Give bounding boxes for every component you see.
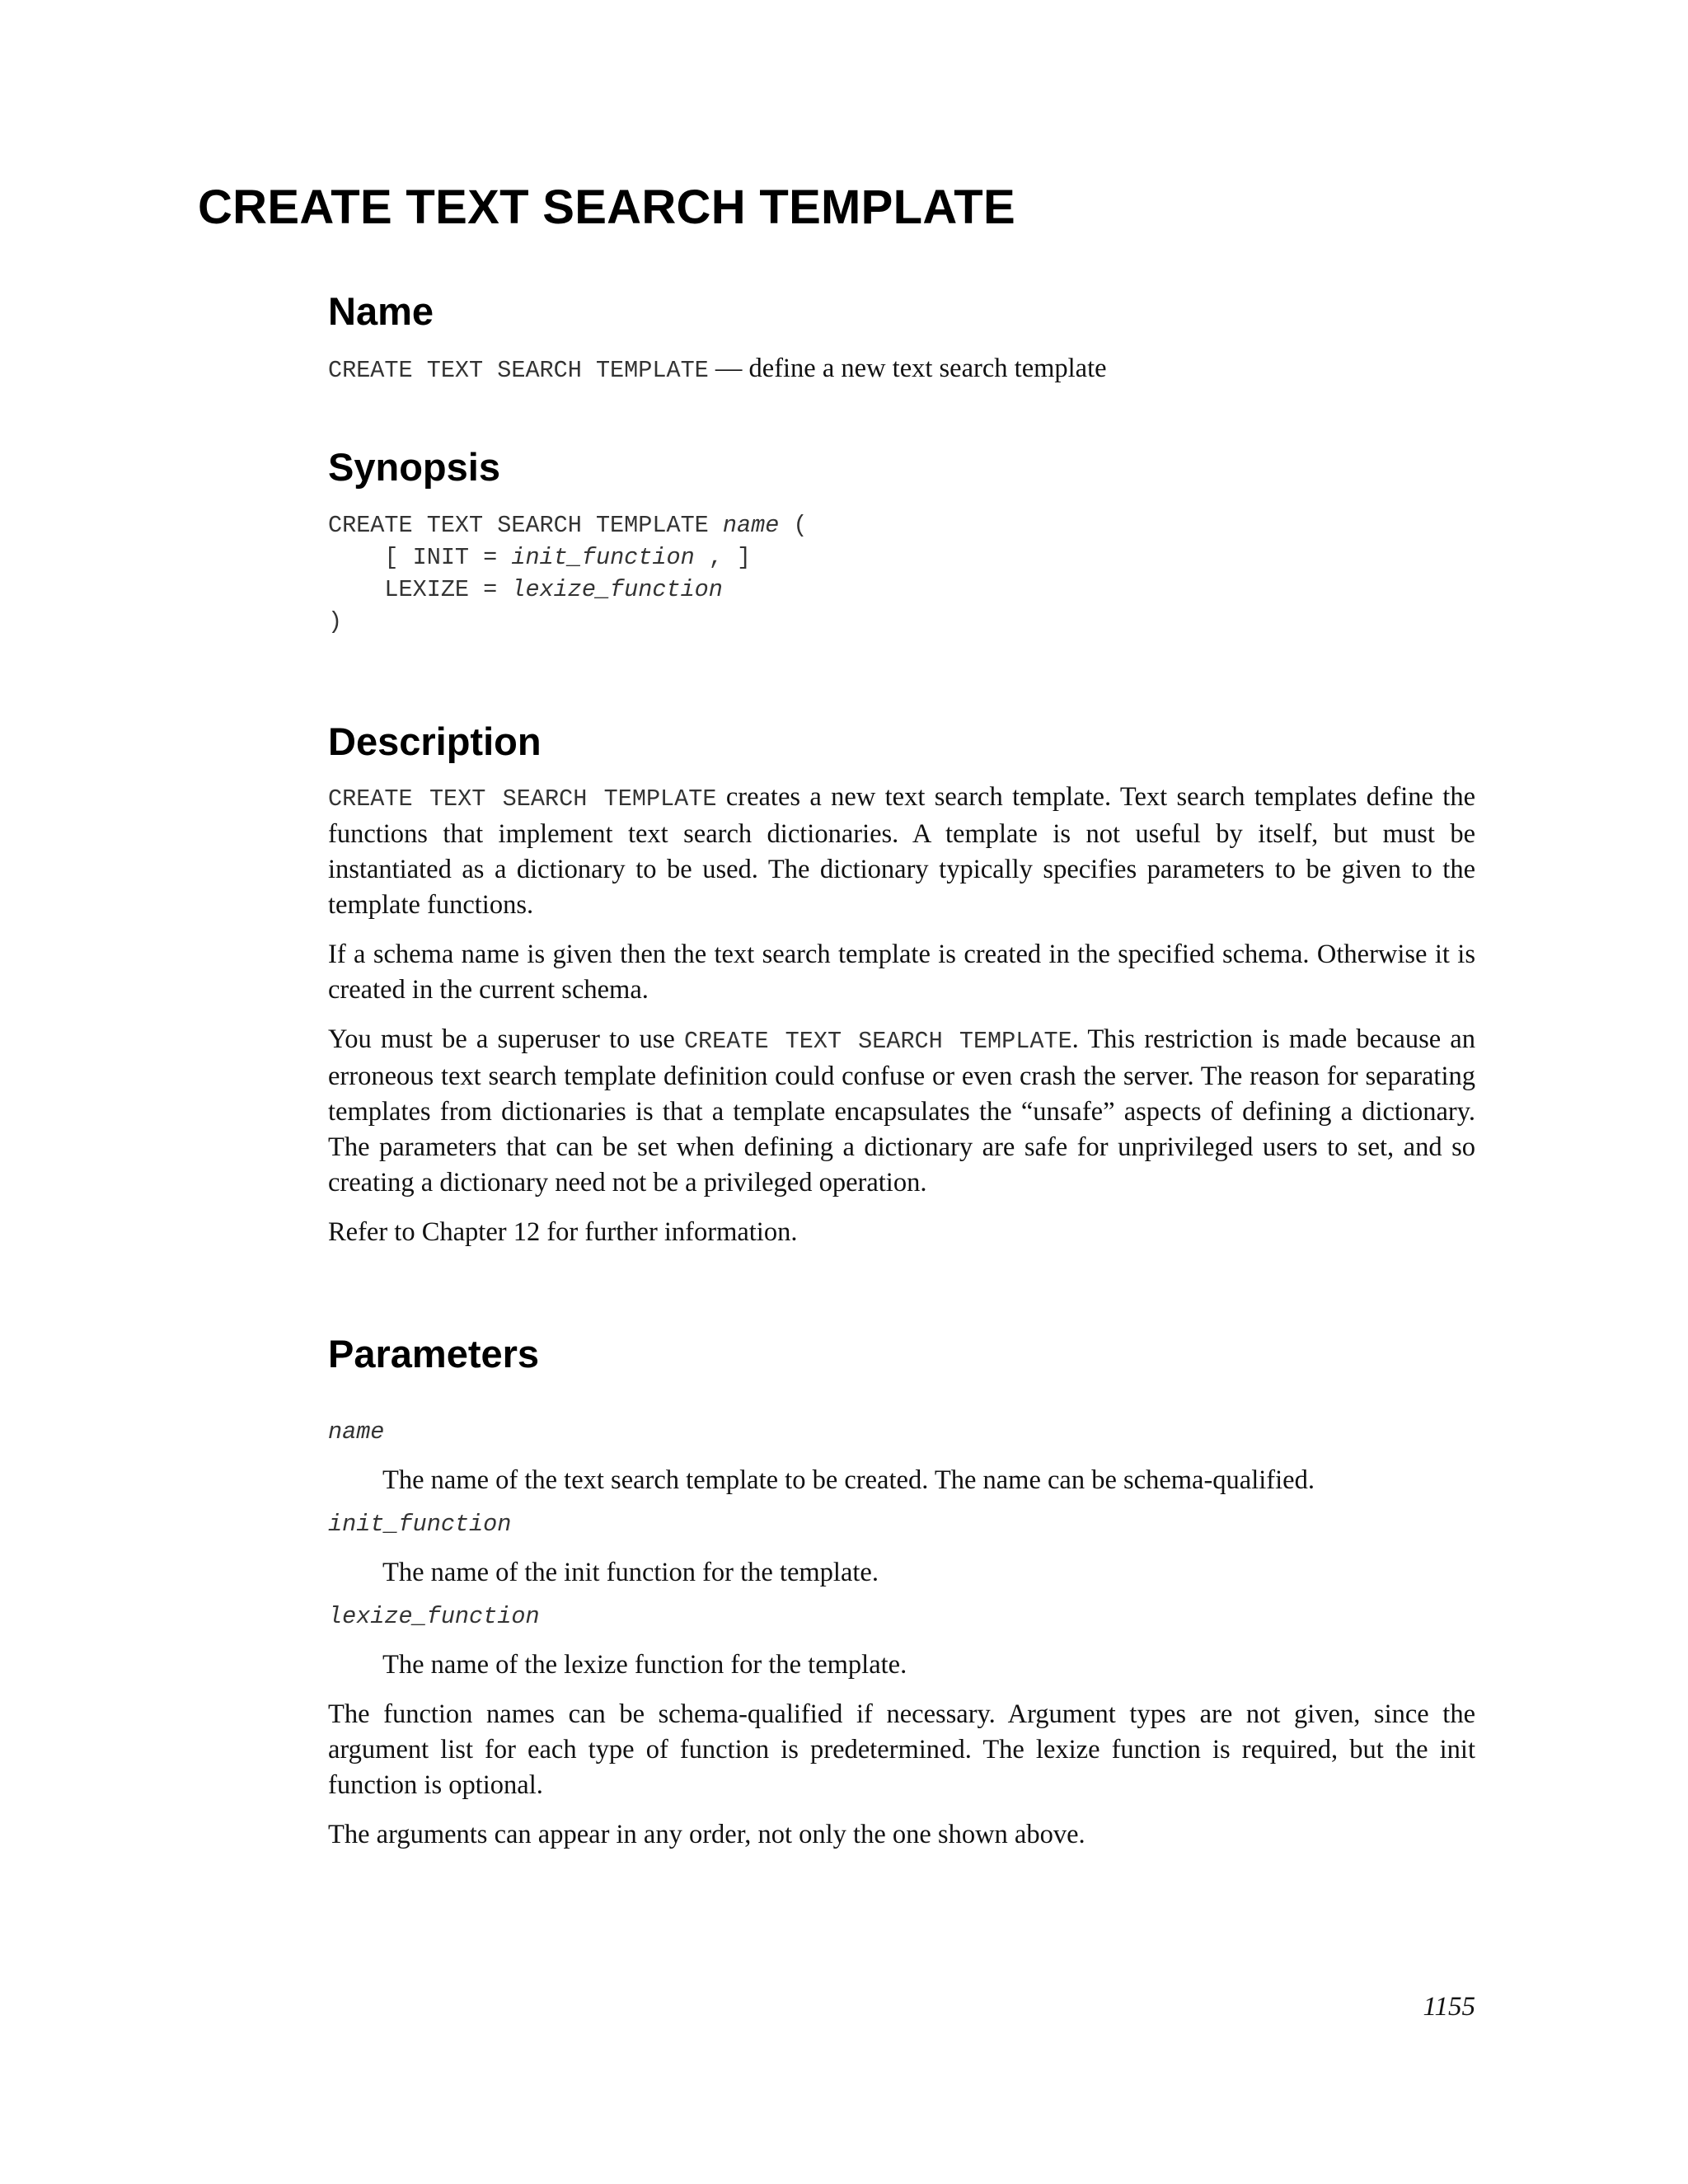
- inline-code: CREATE TEXT SEARCH TEMPLATE: [683, 1028, 1072, 1056]
- paragraph-text: . This restriction is made because an erroneous text search template definition could confuse or even crash the server. The reason for separating templates from dictionaries is that a template encapsulates the “unsafe” aspects of defining a dictionary. The parameters that can be set when defining a dictionary are safe for unprivileged users to set, and so creating a dictionary need not be a privileged operation.: [328, 1024, 1475, 1198]
- synopsis-text: (: [779, 511, 808, 539]
- description-paragraph: [328, 1022, 1475, 1201]
- description-heading: Description: [328, 719, 542, 763]
- synopsis-text: , ]: [694, 543, 752, 571]
- paragraph-text: creates a new text search template. Text search templates define the functions that implement text search dictionaries. A template is not useful by itself, but must be instantiated as a dictionary to be used. The dictionary typically specifies parameters to be given to the template functions.: [328, 782, 1475, 921]
- page-number: 1155: [1423, 1992, 1475, 2022]
- inline-code: CREATE TEXT SEARCH TEMPLATE: [328, 785, 717, 813]
- paragraph-text: You must be a superuser to use: [328, 1024, 684, 1055]
- synopsis-text: [ INIT =: [328, 543, 512, 571]
- parameter-definition: The name of the init function for the template.: [382, 1557, 879, 1587]
- parameter-name: name: [328, 1418, 385, 1446]
- synopsis-param: lexize_function: [511, 575, 723, 603]
- name-heading: Name: [328, 289, 434, 333]
- parameters-section: [328, 1331, 1475, 1852]
- synopsis-heading: Synopsis: [328, 445, 500, 490]
- parameter-term: [328, 1508, 1475, 1544]
- page-content: [328, 288, 1475, 1853]
- parameter-name: init_function: [328, 1510, 512, 1538]
- parameter-term: [328, 1416, 1475, 1451]
- parameters-paragraph: The function names can be schema-qualified if necessary. Argument types are not given, since the argument list for each type of function is predetermined. The lexize function is required, but the init function is optional.: [328, 1699, 1475, 1800]
- synopsis-param: init_function: [511, 543, 695, 571]
- synopsis-line: [328, 574, 1475, 606]
- name-summary-text: — define a new text search template: [708, 354, 1107, 384]
- synopsis-line: [328, 541, 1475, 574]
- synopsis-line: [328, 509, 1475, 541]
- parameter-definition: The name of the lexize function for the template.: [382, 1649, 907, 1680]
- page-title: CREATE TEXT SEARCH TEMPLATE: [198, 180, 1015, 234]
- name-section: [328, 288, 1475, 388]
- parameter-term: [328, 1601, 1475, 1636]
- description-section: [328, 719, 1475, 1250]
- description-paragraph: If a schema name is given then the text search template is created in the specified schema. Otherwise it is created in the current schema.: [328, 940, 1475, 1005]
- synopsis-line: ): [328, 607, 343, 635]
- synopsis-text: CREATE TEXT SEARCH TEMPLATE: [328, 511, 723, 539]
- name-command: CREATE TEXT SEARCH TEMPLATE: [328, 357, 709, 385]
- synopsis-param: name: [722, 511, 780, 539]
- synopsis-text: LEXIZE =: [328, 575, 512, 603]
- parameter-name: lexize_function: [328, 1602, 540, 1630]
- description-paragraph: Refer to Chapter 12 for further information.: [328, 1217, 798, 1248]
- synopsis-section: [328, 444, 1475, 637]
- synopsis-code-block: [328, 509, 1475, 638]
- parameter-list: [328, 1416, 1475, 1683]
- description-paragraph: [328, 780, 1475, 923]
- parameter-definition: The name of the text search template to be created. The name can be schema-qualified.: [382, 1465, 1315, 1495]
- name-summary: [328, 351, 1475, 388]
- parameters-paragraph: The arguments can appear in any order, not only the one shown above.: [328, 1819, 1085, 1849]
- parameters-heading: Parameters: [328, 1332, 540, 1376]
